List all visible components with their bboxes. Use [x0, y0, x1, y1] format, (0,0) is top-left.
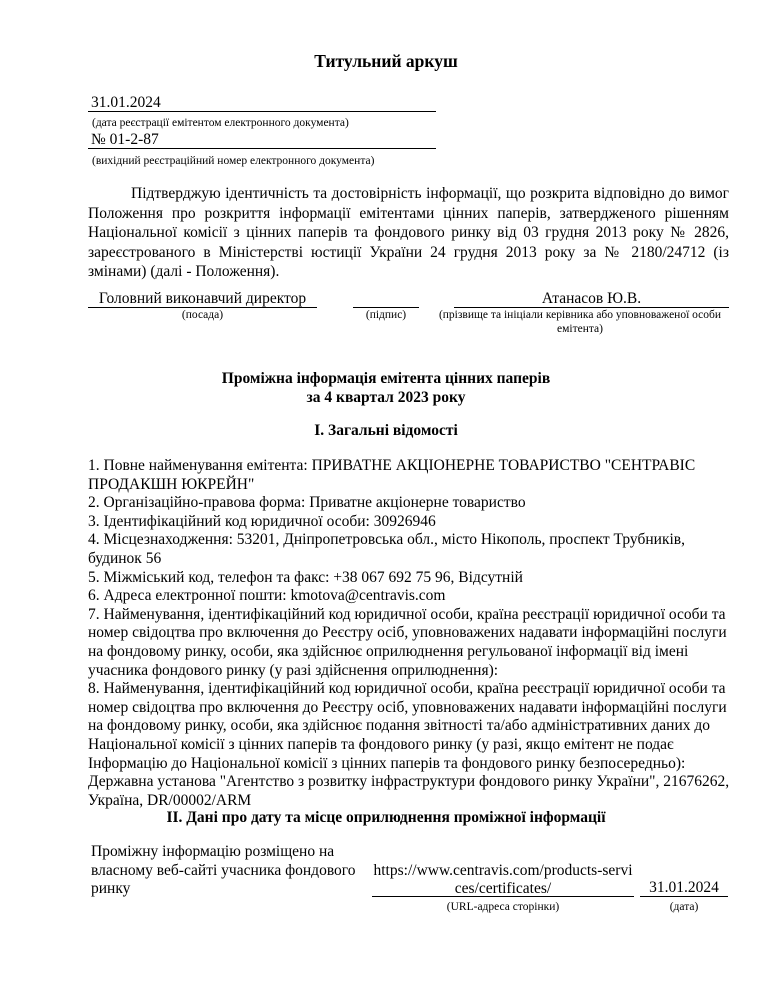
list-item: 6. Адреса електронної пошти: kmotova@centravis.com — [88, 587, 446, 605]
signer-name: Атанасов Ю.В. — [454, 290, 729, 308]
list-item: 3. Ідентифікаційний код юридичної особи: 30926946 — [88, 512, 436, 530]
signer-name-hint: (прізвище та ініціали керівника або уповноваженої особи емітента) — [438, 309, 722, 335]
report-title-line2: за 4 квартал 2023 року — [306, 389, 466, 406]
registration-date-hint: (дата реєстрації емітентом електронного документа) — [92, 117, 349, 129]
registration-date — [88, 94, 436, 112]
general-info-list — [88, 457, 733, 810]
list-item: 7. Найменування, ідентифікаційний код юридичної особи, країна реєстрації юридичної особи та номер свідоцтва про включення до Реєстру осіб, уповноважених надавати інформаційні послуги на фондовому ринку, особи, яка здійснює оприлюднення регульованої інформації від імені учасника фондового ринку (у разі здійснення оприлюднення): — [88, 605, 727, 679]
list-item: 2. Організаційно-правова форма: Приватне акціонерне товариство — [88, 494, 526, 512]
url-underline — [372, 896, 634, 897]
signature-hint: (підпис) — [365, 309, 407, 321]
signer-position-hint: (посада) — [181, 309, 224, 321]
page-title: Титульний аркуш — [314, 51, 458, 71]
list-item: 4. Місцезнаходження: 53201, Дніпропетровська обл., місто Нікополь, проспект Трубників, будинок 56 — [88, 531, 685, 567]
confirmation-paragraph: Підтверджую ідентичність та достовірність інформації, що розкрита відповідно до вимог Положення про розкриття інформації емітентами цінних паперів, затвердженого рішенням Національної комісії з цінних паперів та фондового ринку від 03 грудня 2013 року № 2826, зареєстрованого в Міністерстві юстиції України 24 грудня 2013 року за № 2180/24712 (із змінами) (далі - Положення). — [88, 185, 729, 280]
signature-line — [353, 290, 419, 308]
section1-heading: I. Загальні відомості — [314, 422, 458, 439]
list-item: 5. Міжміський код, телефон та факс: +38 067 692 75 96, Відсутній — [88, 568, 523, 586]
signer-position: Головний виконавчий директор — [88, 290, 317, 308]
list-item: 1. Повне найменування емітента: ПРИВАТНЕ АКЦІОНЕРНЕ ТОВАРИСТВО "СЕНТРАВІС ПРОДАКШН ЮКРЕЙН" — [88, 457, 696, 493]
publication-text: Проміжну інформацію розміщено на власному веб-сайті учасника фондового ринку — [91, 843, 356, 897]
registration-number-value: № 01-2-87 — [91, 131, 159, 148]
publication-date: 31.01.2024 — [640, 879, 728, 897]
registration-number — [88, 131, 436, 149]
publication-date-hint: (дата) — [669, 901, 699, 913]
registration-number-hint: (вихідний реєстраційний номер електронного документа) — [92, 155, 375, 167]
publication-url[interactable]: https://www.centravis.com/products-services/certificates/ — [373, 862, 633, 897]
list-item: 8. Найменування, ідентифікаційний код юридичної особи, країна реєстрації юридичної особи та номер свідоцтва про включення до Реєстру осіб, уповноважених надавати інформаційні послуги на фондовому ринку, особи, яка здійснює подання звітності та/або адміністративних даних до Національної комісії з цінних паперів та фондового ринку (у разі, якщо емітент не подає Інформацію до Національної комісії з цінних паперів та фондового ринку безпосередньо): Державна установа "Агентство з розвитку інфраструктури фондового ринку України", 21676262, Україна, DR/00002/ARM — [88, 680, 730, 809]
report-title-line1: Проміжна інформація емітента цінних паперів — [221, 370, 551, 387]
section2-heading: II. Дані про дату та місце оприлюднення проміжної інформації — [166, 809, 606, 826]
url-hint: (URL-адреса сторінки) — [446, 901, 560, 913]
registration-date-value: 31.01.2024 — [91, 94, 161, 111]
